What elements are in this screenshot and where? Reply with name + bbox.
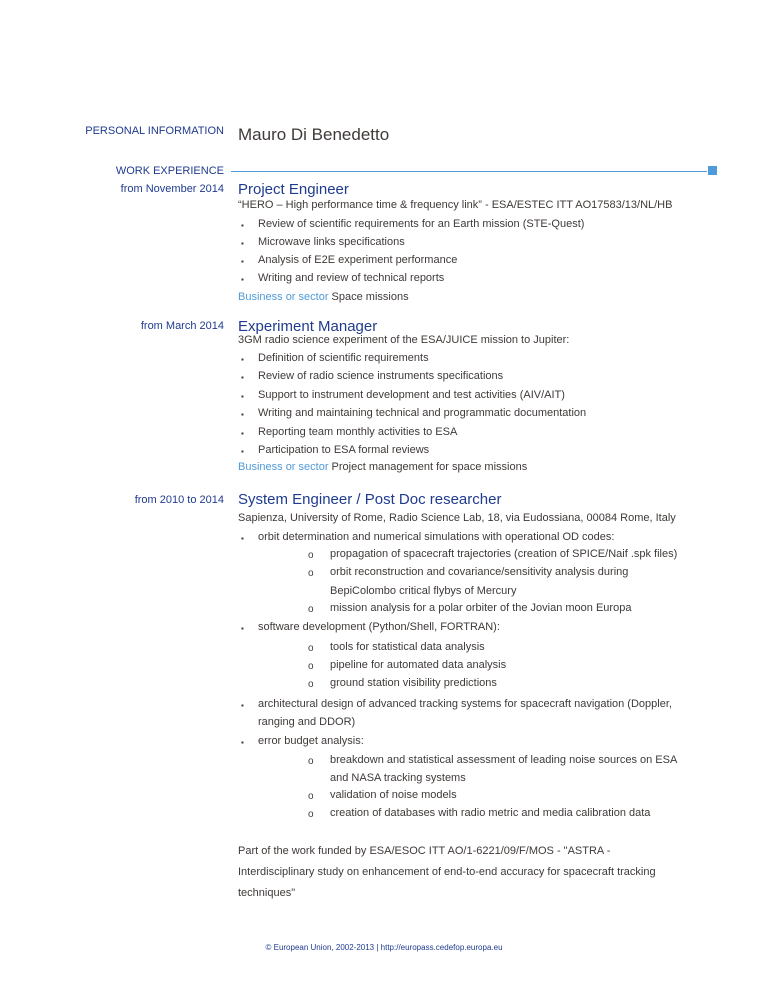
job-title: Experiment Manager xyxy=(238,318,378,335)
business-sector xyxy=(238,291,409,303)
sub-list-item: and NASA tracking systems xyxy=(330,772,466,784)
square-bullet-icon: ▪ xyxy=(241,221,244,230)
job-dates: from November 2014 xyxy=(120,183,224,195)
list-item: Review of radio science instruments specifications xyxy=(258,370,504,382)
circle-bullet-icon: o xyxy=(308,643,314,654)
list-item: Definition of scientific requirements xyxy=(258,352,429,364)
square-bullet-icon: ▪ xyxy=(241,257,244,266)
section-divider xyxy=(231,171,707,172)
sub-list-item: BepiColombo critical flybys of Mercury xyxy=(330,585,517,597)
square-bullet-icon: ▪ xyxy=(241,392,244,401)
job-subtitle: 3GM radio science experiment of the ESA/JUICE mission to Jupiter: xyxy=(238,334,570,346)
personal-information-label: PERSONAL INFORMATION xyxy=(85,125,224,137)
square-bullet-icon: ▪ xyxy=(241,624,244,633)
square-marker-icon xyxy=(708,166,717,175)
funding-note: Part of the work funded by ESA/ESOC ITT AO/1-6221/09/F/MOS - "ASTRA - xyxy=(238,845,611,857)
job-subtitle: Sapienza, University of Rome, Radio Science Lab, 18, via Eudossiana, 00084 Rome, Italy xyxy=(238,512,676,524)
sub-list-item: orbit reconstruction and covariance/sensitivity analysis during xyxy=(330,566,629,578)
sub-list-item: mission analysis for a polar orbiter of the Jovian moon Europa xyxy=(330,602,632,614)
job-dates: from March 2014 xyxy=(140,320,224,332)
work-experience-label: WORK EXPERIENCE xyxy=(115,165,224,177)
list-item: orbit determination and numerical simulations with operational OD codes: xyxy=(258,531,615,543)
square-bullet-icon: ▪ xyxy=(241,355,244,364)
circle-bullet-icon: o xyxy=(308,756,314,767)
job-subtitle: “HERO – High performance time & frequency link” - ESA/ESTEC ITT AO17583/13/NL/HB xyxy=(238,199,673,211)
list-item: Writing and maintaining technical and programmatic documentation xyxy=(258,407,587,419)
circle-bullet-icon: o xyxy=(308,791,314,802)
circle-bullet-icon: o xyxy=(308,604,314,615)
business-sector xyxy=(238,461,527,473)
circle-bullet-icon: o xyxy=(308,550,314,561)
square-bullet-icon: ▪ xyxy=(241,410,244,419)
funding-note: Interdisciplinary study on enhancement of end-to-end accuracy for spacecraft tracking xyxy=(238,866,656,878)
list-item: software development (Python/Shell, FORTRAN): xyxy=(258,621,500,633)
circle-bullet-icon: o xyxy=(308,661,314,672)
job-dates: from 2010 to 2014 xyxy=(134,494,224,506)
business-sector-value: Project management for space missions xyxy=(331,461,528,473)
sub-list-item: creation of databases with radio metric and media calibration data xyxy=(330,807,651,819)
business-sector-value: Space missions xyxy=(331,291,409,303)
person-name: Mauro Di Benedetto xyxy=(238,125,390,144)
square-bullet-icon: ▪ xyxy=(241,239,244,248)
sub-list-item: propagation of spacecraft trajectories (creation of SPICE/Naif .spk files) xyxy=(330,548,678,560)
business-sector-label: Business or sector xyxy=(238,461,329,473)
job-title: System Engineer / Post Doc researcher xyxy=(238,491,502,508)
list-item: Analysis of E2E experiment performance xyxy=(258,254,458,266)
square-bullet-icon: ▪ xyxy=(241,701,244,710)
square-bullet-icon: ▪ xyxy=(241,738,244,747)
circle-bullet-icon: o xyxy=(308,679,314,690)
footer-copyright: © European Union, 2002-2013 | http://europass.cedefop.europa.eu xyxy=(265,943,503,952)
list-item: error budget analysis: xyxy=(258,735,364,747)
sub-list-item: tools for statistical data analysis xyxy=(330,641,485,653)
sub-list-item: pipeline for automated data analysis xyxy=(330,659,507,671)
business-sector-label: Business or sector xyxy=(238,291,329,303)
square-bullet-icon: ▪ xyxy=(241,447,244,456)
list-item: Participation to ESA formal reviews xyxy=(258,444,430,456)
list-item: Writing and review of technical reports xyxy=(258,272,445,284)
square-bullet-icon: ▪ xyxy=(241,534,244,543)
circle-bullet-icon: o xyxy=(308,568,314,579)
square-bullet-icon: ▪ xyxy=(241,275,244,284)
job-title: Project Engineer xyxy=(238,181,349,198)
circle-bullet-icon: o xyxy=(308,809,314,820)
list-item: Support to instrument development and test activities (AIV/AIT) xyxy=(258,389,565,401)
list-item: Microwave links specifications xyxy=(258,236,405,248)
sub-list-item: breakdown and statistical assessment of leading noise sources on ESA xyxy=(330,754,678,766)
square-bullet-icon: ▪ xyxy=(241,429,244,438)
list-item: Review of scientific requirements for an Earth mission (STE-Quest) xyxy=(258,218,585,230)
list-item: Reporting team monthly activities to ESA xyxy=(258,426,458,438)
list-item-continuation: ranging and DDOR) xyxy=(258,716,356,728)
sub-list-item: ground station visibility predictions xyxy=(330,677,497,689)
square-bullet-icon: ▪ xyxy=(241,373,244,382)
sub-list-item: validation of noise models xyxy=(330,789,457,801)
list-item: architectural design of advanced tracking systems for spacecraft navigation (Doppler, xyxy=(258,698,672,710)
funding-note: techniques" xyxy=(238,887,296,899)
